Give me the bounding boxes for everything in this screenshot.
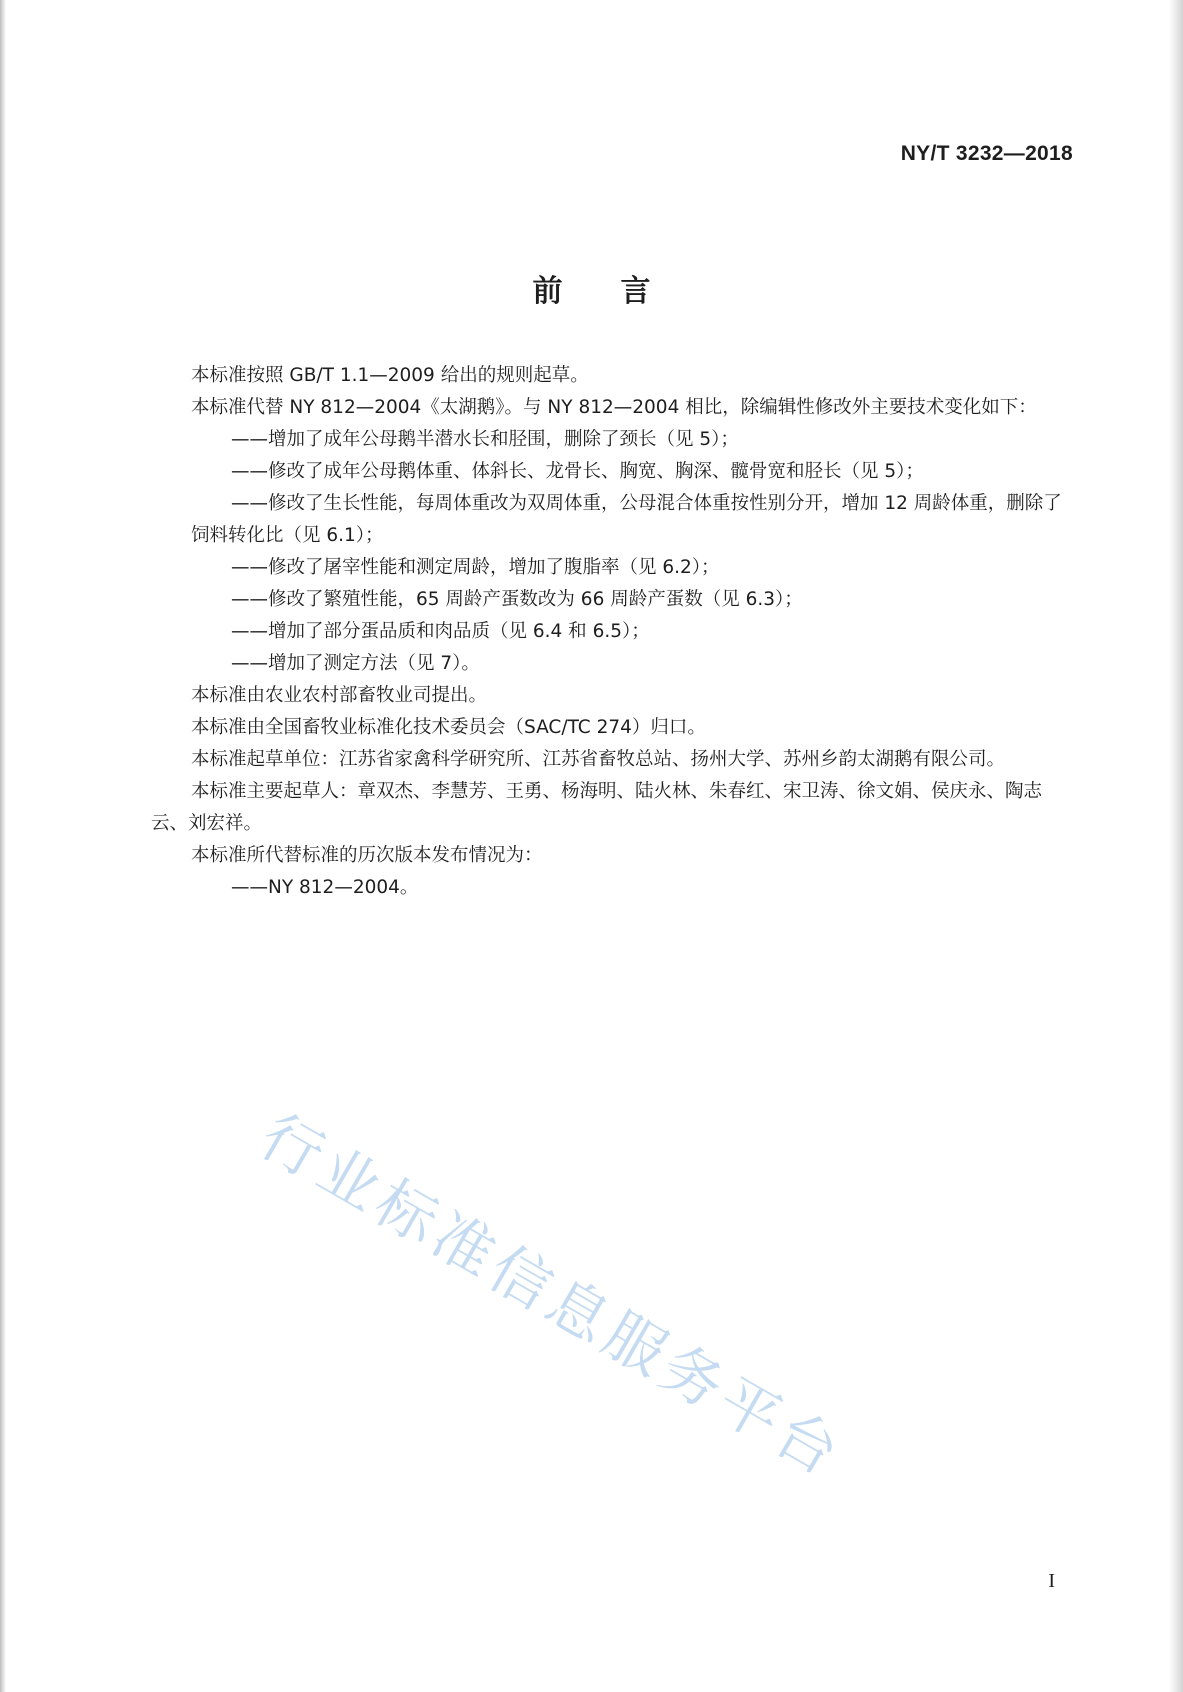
change-item: ——修改了成年公母鹅体重、体斜长、龙骨长、胸宽、胸深、髋骨宽和胫长（见 5）； <box>231 461 924 482</box>
change-item: ——增加了部分蛋品质和肉品质（见 6.4 和 6.5）； <box>231 621 650 642</box>
paragraph-drafting-rules: 本标准按照 GB/T 1.1—2009 给出的规则起草。 <box>191 365 589 386</box>
history-item: ——NY 812—2004。 <box>231 877 419 898</box>
paragraph-history: 本标准所代替标准的历次版本发布情况为： <box>191 845 543 866</box>
paragraph-drafters: 本标准主要起草人：章双杰、李慧芳、王勇、杨海明、陆火林、朱春红、宋卫涛、徐文娟、侯庆永、陶志云、刘宏祥。 <box>151 781 1043 834</box>
change-item: ——修改了生长性能，每周体重改为双周体重，公母混合体重按性别分开，增加 12 周龄体重，删除了饲料转化比（见 6.1）； <box>191 493 1062 546</box>
standard-number: NY/T 3232—2018 <box>900 142 1073 165</box>
page-title: 前言 <box>532 274 709 309</box>
paragraph-proposer: 本标准由农业农村部畜牧业司提出。 <box>191 685 488 706</box>
change-item: ——增加了测定方法（见 7）。 <box>231 653 480 674</box>
change-item: ——修改了繁殖性能，65 周龄产蛋数改为 66 周龄产蛋数（见 6.3）； <box>231 589 803 610</box>
change-item: ——修改了屠宰性能和测定周龄，增加了腹脂率（见 6.2）； <box>231 557 720 578</box>
paragraph-drafting-units: 本标准起草单位：江苏省家禽科学研究所、江苏省畜牧总站、扬州大学、苏州乡韵太湖鹅有限公司。 <box>191 749 1006 770</box>
paragraph-replacement: 本标准代替 NY 812—2004《太湖鹅》。与 NY 812—2004 相比，除编辑性修改外主要技术变化如下： <box>191 397 1037 418</box>
page-number: I <box>1048 1570 1055 1592</box>
paragraph-committee: 本标准由全国畜牧业标准化技术委员会（SAC/TC 274）归口。 <box>191 717 706 738</box>
change-item: ——增加了成年公母鹅半潜水长和胫围，删除了颈长（见 5）； <box>231 429 739 450</box>
document-body <box>151 360 1073 904</box>
watermark: 行业标准信息服务平台 <box>248 1101 856 1492</box>
